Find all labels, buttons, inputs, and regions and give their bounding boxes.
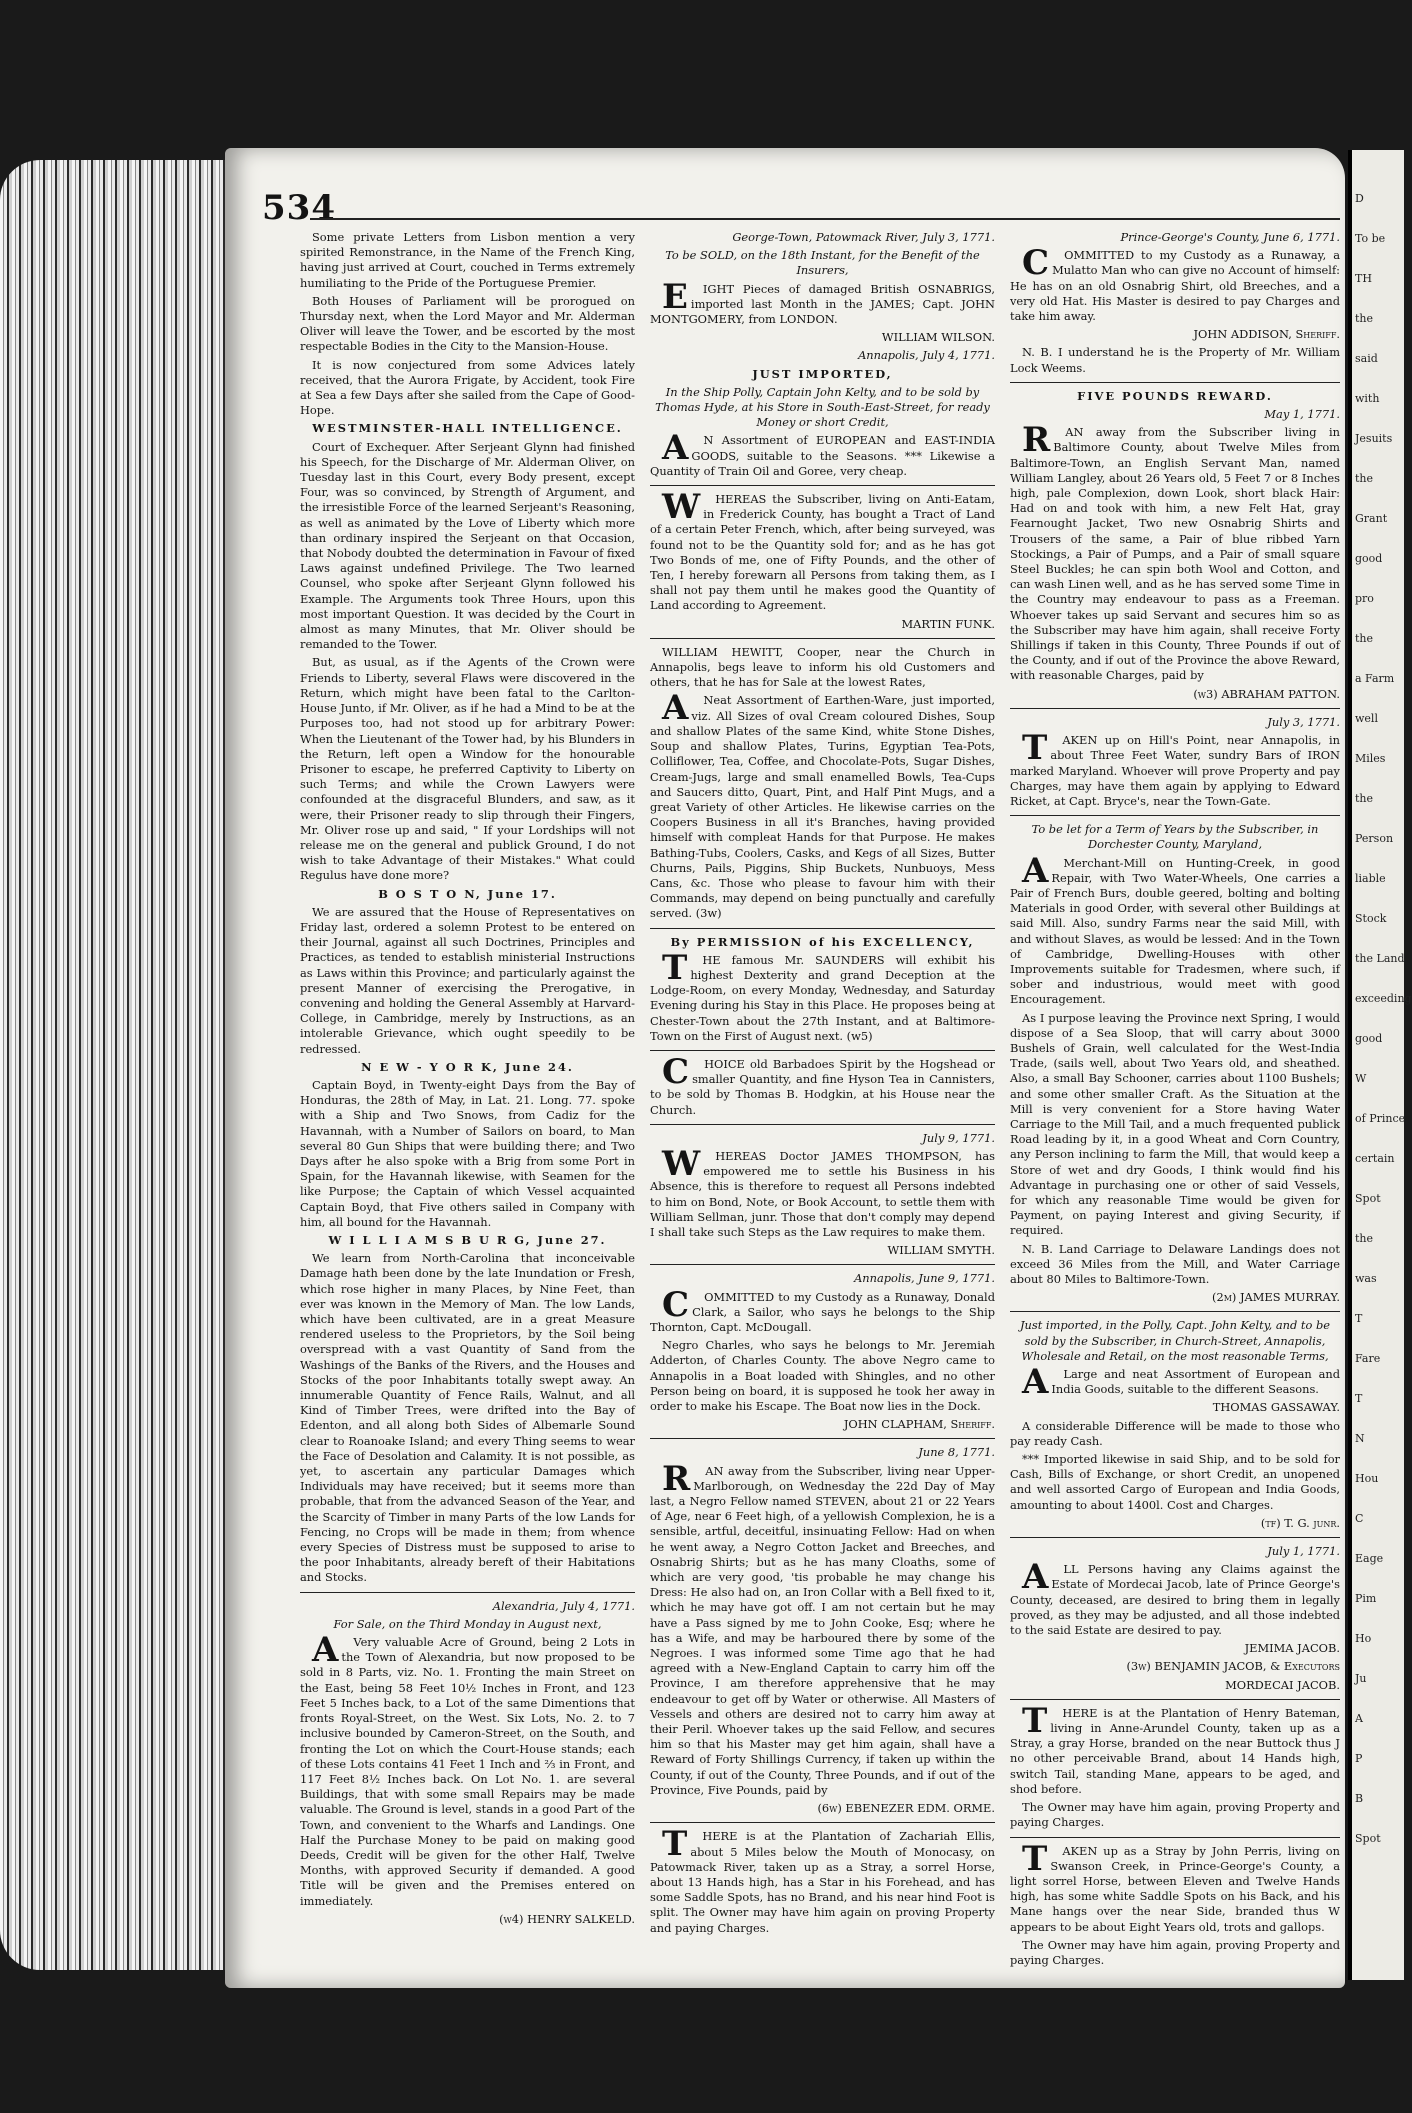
notice-text: CHOICE old Barbadoes Spirit by the Hogshead or smaller Quantity, and fine Hyson Tea in Cannisters, to be sold by Thomas B. Hodgkin, at his House near the Church. (650, 1051, 995, 1117)
divider-rule (650, 1438, 995, 1439)
divider-rule (1010, 815, 1340, 816)
paragraph: Captain Boyd, in Twenty-eight Days from the Bay of Honduras, the 28th of May, in Lat. 21. Long. 77. spoke with a Ship and Two Snows, from Cadiz for the Havannah, with a Number of Sailors on board, to Man several 80 Gun Ships that were building there; and Two Days after he also spoke with a Brig from some Port in Spain, for the Havannah likewise, with Seamen for the like Purpose; the Captain of which Vessel acquainted Captain Boyd, that Five others sailed in Company with him, all bound for the Havannah. (300, 1077, 635, 1229)
divider-rule (650, 638, 995, 639)
column-1 (300, 230, 635, 1950)
facing-page-fragment: the (1355, 472, 1374, 485)
facing-page-fragment: certain (1355, 1152, 1395, 1165)
signature: (6w) EBENEZER EDM. ORME. (817, 1801, 995, 1816)
facing-page-fragment: W (1355, 1072, 1367, 1085)
signature: JOHN ADDISON, Sheriff. (1193, 327, 1340, 342)
facing-page-fragment: of Prince (1355, 1112, 1406, 1125)
paragraph: Both Houses of Parliament will be prorogued on Thursday next, when the Lord Mayor and Mr. Alderman Oliver will leave the Tower, and be escorted by the most respectable Bodies in the City to the Mansion-House. (300, 293, 635, 354)
signature: (w3) ABRAHAM PATTON. (1193, 686, 1340, 701)
section-heading: B O S T O N, June 17. (378, 886, 557, 901)
divider-rule (1010, 708, 1340, 709)
divider-rule (650, 1124, 995, 1125)
facing-page-fragment: the Land (1355, 952, 1405, 965)
facing-page-fragment: Miles (1355, 752, 1386, 765)
notice-text: THERE is at the Plantation of Zachariah Ellis, about 5 Miles below the Mouth of Monocasy, on Patowmack River, taken up as a Stray, a sorrel Horse, about 13 Hands high, has a Star in his Forehead, and has some Saddle Spots, has no Brand, and his near hind Foot is split. The Owner may have him again on proving Property and paying Charges. (650, 1824, 995, 1935)
notice-subhead: To be SOLD, on the 18th Instant, for the Benefit of the Insurers, (665, 248, 980, 278)
notice-subhead: In the Ship Polly, Captain John Kelty, and to be sold by Thomas Hyde, at his Store in South-East-Street, for ready Money or short Credit, (655, 384, 990, 430)
signature: JEMIMA JACOB. (1244, 1641, 1340, 1656)
facing-page-fragment: Spot (1355, 1192, 1381, 1205)
notice-text: AN Assortment of EUROPEAN and EAST-INDIA GOODS, suitable to the Seasons. *** Likewise a Quantity of Train Oil and Goree, very cheap. (650, 428, 995, 478)
signature: (tf) T. G. junr. (1260, 1515, 1340, 1530)
notice-text: ALL Persons having any Claims against the Estate of Mordecai Jacob, late of Prince George's County, deceased, are desired to bring them in legally proved, as they may be adjusted, and all those indebted to the said Estate are desired to pay. (1010, 1557, 1340, 1638)
section-heading: JUST IMPORTED, (752, 366, 893, 381)
facing-page-fragment: B (1355, 1792, 1364, 1805)
facing-page-fragment: Ju (1355, 1672, 1367, 1685)
facing-page-fragment: pro (1355, 592, 1374, 605)
paragraph: As I purpose leaving the Province next Spring, I would dispose of a Sea Sloop, that will carry about 3000 Bushels of Grain, well calculated for the West-India Trade, (sails well, about Two Years old, and sheathed. Also, a small Bay Schooner, carries about 1100 Bushels; and some other smaller Craft. As the Situation at the Mill is very convenient for a Store having Water Carriage to the Mill Tail, and a much frequented publick Road leading by it, in a good Wheat and Corn Country, any Person inclining to farm the Mill, that would keep a Store of wet and dry Goods, I think would find his Advantage in purchasing one or other of said Vessels, for which any reasonable Time would be given for Payment, on paying Interest and giving Security, if required. (1010, 1010, 1340, 1238)
divider-rule (300, 1592, 635, 1593)
facing-page-fragment: well (1355, 712, 1378, 725)
section-heading: By PERMISSION of his EXCELLENCY, (670, 934, 975, 949)
facing-page-fragment: Person (1355, 832, 1394, 845)
facing-page-fragment: Hou (1355, 1472, 1379, 1485)
notice-subhead: Just imported, in the Polly, Capt. John Kelty, and to be sold by the Subscriber, in Church-Street, Annapolis, Wholesale and Retail, on the most reasonable Terms, (1019, 1318, 1330, 1363)
paragraph: Court of Exchequer. After Serjeant Glynn had finished his Speech, for the Discharge of Mr. Alderman Oliver, on Tuesday last in this Court, every Body present, except Four, was so convinced, by Strength of Argument, and the irresistible Force of the learned Serjeant's Reasoning, as well as animated by the Love of Liberty which more than ordinary inspired the Serjeant on that Occasion, that Nobody doubted the determination in Favour of fixed Laws against undefined Privilege. The Two learned Counsel, who spoke after Serjeant Glynn followed his Example. The Arguments took Three Hours, upon this most important Question. It was decided by the Court in almost as many Minutes, that Mr. Oliver should be remanded to the Tower. (300, 439, 635, 652)
facing-page-fragment: D (1355, 192, 1364, 205)
header-rule (310, 218, 1340, 220)
facing-page-fragment: good (1355, 552, 1383, 565)
notice-text: COMMITTED to my Custody as a Runaway, a Mulatto Man who can give no Account of himself: He has on an old Osnabrig Shirt, old Breeches, and a very old Hat. His Master is desired to pay Charges and take him away. (1010, 243, 1340, 324)
paragraph: N. B. I understand he is the Property of Mr. William Lock Weems. (1010, 345, 1340, 375)
facing-page-fragment: Pim (1355, 1592, 1377, 1605)
facing-page-fragment: the (1355, 1232, 1374, 1245)
page-number: 534 (262, 188, 336, 228)
notice-text: AVery valuable Acre of Ground, being 2 Lots in the Town of Alexandria, but now proposed to be sold in 8 Parts, viz. No. 1. Fronting the main Street on the East, being 58 Feet 10½ Inches in Front, and 123 Feet 5 Inches back, to a Lot of the same Dimentions that fronts Royal-Street, on the West. Six Lots, No. 2. to 7 inclusive bounded by Cameron-Street, on the South, and fronting the Lot on which the Court-House stands; each of these Lots contains 41 Feet 1 Inch and ⅔ in Front, and 117 Feet 8½ Inches back. On Lot No. 1. are several Buildings, that with some small Repairs may be made valuable. The Ground is level, stands in a good Part of the Town, and convenient to the Wharfs and Landings. One Half the Purchase Money to be paid on making good Deeds, Credit will be given for the other Half, Twelve Months, with approved Security if demanded. A good Title will be given and the Premises entered on immediately. (300, 1630, 635, 1908)
notice-text: ALarge and neat Assortment of European and India Goods, suitable to the different Seasons. (1022, 1362, 1340, 1403)
paragraph: Negro Charles, who says he belongs to Mr. Jeremiah Adderton, of Charles County. The above Negro came to Annapolis in a Boat loaded with Shingles, and no other Person being on board, it is supposed he took her away in order to make his Escape. The Boat now lies in the Dock. (650, 1338, 995, 1414)
signature: WILLIAM SMYTH. (887, 1243, 995, 1258)
divider-rule (1010, 1837, 1340, 1838)
signature: WILLIAM WILSON. (881, 330, 995, 345)
facing-page-fragment: Eage (1355, 1552, 1384, 1565)
paragraph: A considerable Difference will be made to those who pay ready Cash. (1010, 1418, 1340, 1448)
divider-rule (650, 928, 995, 929)
facing-page-fragment: was (1355, 1272, 1377, 1285)
facing-page-fragment: a Farm (1355, 672, 1395, 685)
dateline: Alexandria, July 4, 1771. (492, 1598, 635, 1613)
dateline: July 9, 1771. (922, 1130, 995, 1145)
divider-rule (1010, 1699, 1340, 1700)
divider-rule (650, 1264, 995, 1265)
dateline: May 1, 1771. (1264, 407, 1340, 422)
dateline: July 3, 1771. (1267, 714, 1340, 729)
notice-text: ANeat Assortment of Earthen-Ware, just imported, viz. All Sizes of oval Cream coloured Dishes, Soup and shallow Plates of the same Kind, white Stone Dishes, Soup and shallow Plates, Turins, Egyptian Tea-Pots, Colliflower, Tea, Coffee, and Chocolate-Pots, Sugar Dishes, Cream-Jugs, large and small enamelled Bowls, Tea-Cups and Saucers ditto, Quart, Pint, and Half Pint Mugs, and a great Variety of other Articles. He likewise carries on the Coopers Business in all it's Branches, having provided himself with compleat Hands for that Purpose. He makes Bathing-Tubs, Coolers, Casks, and Kegs of all Sizes, Butter Churns, Pails, Piggins, Ship Buckets, Nunbuoys, Mess Cans, &c. Those who please to favour him with their Commands, may depend on being punctually and carefully served. (3w) (650, 688, 995, 921)
facing-page-fragment: TH (1355, 272, 1372, 285)
signature: (3w) BENJAMIN JACOB, & Executors (1126, 1659, 1340, 1674)
notice-text: WHEREAS Doctor JAMES THOMPSON, has empowered me to settle his Business in his Absence, this is therefore to request all Persons indebted to him on Bond, Note, or Book Account, to settle them with William Sellman, junr. Those that don't comply may depend I shall take such Steps as the Law requires to make them. (650, 1143, 995, 1239)
facing-page-fragment: the (1355, 312, 1374, 325)
notice-subhead: To be let for a Term of Years by the Subscriber, in Dorchester County, Maryland, (1031, 822, 1319, 852)
notice-text: WHEREAS the Subscriber, living on Anti-Eatam, in Frederick County, has bought a Tract of Land of a certain Peter French, which, after being surveyed, was found not to be the Quantity sold for; and as he has got Two Bonds of me, one of Fifty Pounds, and the other of Ten, I hereby forewarn all Persons from taking them, as I shall not pay them until he makes good the Quantity of Land according to Agreement. (650, 487, 995, 613)
notice-text: AMerchant-Mill on Hunting-Creek, in good Repair, with Two Water-Wheels, One carries a Pair of French Burs, double geered, bolting and bolting Materials in good Order, with several other Buildings at said Mill. Also, sundry Farms near the said Mill, with and without Slaves, as would be lessed: And in the Town of Cambridge, Dwelling-Houses with other Improvements suitable for Tradesmen, where such, if sober and industrious, would meet with good Encouragement. (1010, 850, 1340, 1007)
paragraph: The Owner may have him again, proving Property and paying Charges. (1010, 1937, 1340, 1967)
notice-subhead: For Sale, on the Third Monday in August next, (333, 1616, 602, 1631)
divider-rule (650, 1050, 995, 1051)
facing-page-fragment: C (1355, 1512, 1364, 1525)
facing-page-edge (1348, 150, 1412, 1980)
facing-page-fragment: To be (1355, 232, 1386, 245)
section-heading: N E W - Y O R K, June 24. (361, 1059, 574, 1074)
paragraph: We learn from North-Carolina that inconceivable Damage hath been done by the late Inundation or Fresh, which rose higher in many Places, by Nine Feet, than ever was known in the Memory of Man. The low Lands, which have been cultivated, are in a great Measure rendered useless to the Proprietors, by the Soil being overspread with a vast Quantity of Sand from the Washings of the Banks of the Rivers, and the Houses and Stocks of the poor Inhabitants totally swept away. An innumerable Quantity of Fence Rails, Walnut, and all Kind of Timber Trees, were drifted into the Bay of Edenton, and all along both Sides of Albemarle Sound clear to Roanoake Island; and every Thing seems to wear the Face of Desolation and Calamity. It is not possible, as yet, to ascertain any particular Damages which Individuals may have received; but it seems more than probable, that from the advanced Season of the Year, and the Scarcity of Timber in many Parts of the low Lands for Fencing, no Crops will be made in them; from whence every Species of Distress must be supposed to arise to the poor Inhabitants, already bereft of their Habitations and Stocks. (300, 1251, 635, 1585)
section-heading: WESTMINSTER-HALL INTELLIGENCE. (312, 421, 623, 436)
facing-page-fragment: exceeding (1355, 992, 1412, 1005)
facing-page-fragment: Spot (1355, 1832, 1381, 1845)
section-heading: W I L L I A M S B U R G, June 27. (328, 1233, 607, 1247)
facing-page-fragment: liable (1355, 872, 1386, 885)
facing-page-fragment: T (1355, 1392, 1363, 1405)
facing-page-fragment: Stock (1355, 912, 1387, 925)
notice-text: TAKEN up on Hill's Point, near Annapolis, in about Three Feet Water, sundry Bars of IRON marked Maryland. Whoever will prove Property and pay Charges, may have them again by applying to Edward Ricket, at Capt. Bryce's, near the Town-Gate. (1010, 728, 1340, 808)
facing-page-fragment: said (1355, 352, 1378, 365)
facing-page-fragment: T (1355, 1312, 1363, 1325)
notice-text: EIGHT Pieces of damaged British OSNABRIGS, imported last Month in the JAMES; Capt. JOHN MONTGOMERY, from LONDON. (650, 276, 995, 327)
dateline: George-Town, Patowmack River, July 3, 1771. (732, 230, 995, 244)
section-heading: FIVE POUNDS REWARD. (1077, 388, 1273, 403)
facing-page-fragment: with (1355, 392, 1380, 405)
dateline: July 1, 1771. (1267, 1544, 1340, 1559)
notice-text: RAN away from the Subscriber living in Baltimore County, about Twelve Miles from Baltimore-Town, an English Servant Man, named William Langley, about 26 Years old, 5 Feet 7 or 8 Inches high, pale Complexion, down Look, short black Hair: Had on and took with him, a new Felt Hat, gray Fearnought Jacket, Two new Osnabrig Shirts and Trousers of the same, a Pair of blue ribbed Yarn Stockings, a Pair of Pumps, and a Pair of small square Steel Buckles; he can spin both Wool and Cotton, and can wash Linen well, and as he has served some Time in the Country may endeavour to pass as a Freeman. Whoever takes up said Servant and secures him so as the Subscriber may have him again, shall receive Forty Shillings if taken in this County, Three Pounds if out of the County, and if out of the Province the above Reward, with reasonable Charges, paid by (1010, 420, 1340, 683)
signature: (2m) JAMES MURRAY. (1212, 1290, 1340, 1305)
facing-page-fragment: Jesuits (1355, 432, 1393, 445)
facing-page-fragment: A (1355, 1712, 1363, 1725)
paragraph: Some private Letters from Lisbon mention a very spirited Remonstrance, in the Name of the French King, having just arrived at Court, couched in Terms extremely humiliating to the Pride of the Portuguese Premier. (300, 230, 635, 290)
dateline: Annapolis, July 4, 1771. (858, 348, 995, 363)
dateline: June 8, 1771. (918, 1445, 995, 1460)
paragraph: N. B. Land Carriage to Delaware Landings does not exceed 36 Miles from the Mill, and Water Carriage about 80 Miles to Baltimore-Town. (1010, 1241, 1340, 1286)
facing-page-fragment: Fare (1355, 1352, 1381, 1365)
facing-page-fragment: P (1355, 1752, 1363, 1765)
facing-page-fragment: good (1355, 1032, 1383, 1045)
notice-text: THERE is at the Plantation of Henry Bateman, living in Anne-Arundel County, taken up as a Stray, a gray Horse, branded on the near Buttock thus J no other perceivable Brand, about 14 Hands high, switch Tail, standing Mane, appears to be aged, and shod before. (1010, 1700, 1340, 1796)
paragraph: The Owner may have him again, proving Property and paying Charges. (1010, 1800, 1340, 1830)
divider-rule (650, 485, 995, 486)
book-binding (0, 160, 235, 1970)
facing-page-fragment: Grant (1355, 512, 1388, 525)
notice-text: THE famous Mr. SAUNDERS will exhibit his highest Dexterity and grand Deception at the Lodge-Room, on every Monday, Wednesday, and Saturday Evening during his Stay in this Place. He proposes being at Chester-Town about the 27th Instant, and at Baltimore-Town on the First of August next. (w5) (650, 947, 995, 1043)
paragraph: We are assured that the House of Representatives on Friday last, ordered a solemn Protest to be entered on their Journal, against all such Doctrines, Principles and Practices, as tended to establish ministerial Instructions as Laws within this Province; and particularly against the present Manner of exercising the Prerogative, in convening and holding the General Assembly at Harvard-College, in Cambridge, merely by Instructions, as an intolerable Grievance, which ought speedily to be redressed. (300, 904, 635, 1056)
dateline: Prince-George's County, June 6, 1771. (1120, 230, 1340, 244)
signature: THOMAS GASSAWAY. (1212, 1400, 1340, 1415)
facing-page-fragment: the (1355, 632, 1374, 645)
facing-page-fragment: the (1355, 792, 1374, 805)
signature: MARTIN FUNK. (901, 616, 995, 631)
facing-page-fragment: Ho (1355, 1632, 1372, 1645)
divider-rule (1010, 1537, 1340, 1538)
paragraph: But, as usual, as if the Agents of the Crown were Friends to Liberty, several Flaws were discovered in the Return, which might have been fatal to the Carlton-House Junto, if Mr. Oliver, as if he had a Mind to be at the Purposes too, had not stood up for arbitrary Power: When the Lieutenant of the Tower had, by his Blunders in the Return, left open a Window for the honourable Prisoner to escape, he preferred Captivity to Liberty on such Terms; and while the Crown Lawyers were confounded at the disgraceful Blunders, and saw, as it were, their Prisoner ready to slip through their Fingers, Mr. Oliver rose up and said, " If your Lordships will not release me on the general and publick Ground, I do not wish to take Advantage of their Mistakes." What could Regulus have done more? (300, 655, 635, 883)
signature: (w4) HENRY SALKELD. (499, 1911, 635, 1926)
paragraph: WILLIAM HEWITT, Cooper, near the Church in Annapolis, begs leave to inform his old Customers and others, that he has for Sale at the lowest Rates, (650, 644, 995, 690)
notice-text: TAKEN up as a Stray by John Perris, living on Swanson Creek, in Prince-George's County, a light sorrel Horse, between Eleven and Twelve Hands high, has some white Saddle Spots on his Back, and his Mane hangs over the near Side, branded thus W appears to be about Eight Years old, trots and gallops. (1010, 1838, 1340, 1934)
notice-text: RAN away from the Subscriber, living near Upper-Marlborough, on Wednesday the 22d Day of May last, a Negro Fellow named STEVEN, about 21 or 22 Years of Age, near 6 Feet high, of a yellowish Complexion, he is a sensible, artful, deceitful, insinuating Fellow: Had on when he went away, a Negro Cotton Jacket and Breeches, and Osnabrig Shirts; but as he has many Cloaths, some of which are very good, 'tis probable he may change his Dress: He also had on, an Iron Collar with a Bell fixed to it, which he may have got off. I am not certain but he may have a Pass signed by me to John Cooke, Esq; where he has a Wife, and may be harboured there by some of the Negroes. I was informed some Time ago that he had agreed with a New-England Captain to carry him off the Province, I am therefore apprehensive that he may endeavour to get off by Water or otherwise. All Masters of Vessels and others are desired not to carry him away at their Peril. Whoever takes up the said Fellow, and secures him so that his Master may get him again, shall have a Reward of Forty Shillings Currency, if taken up within the County, if out of the County, Three Pounds, and if out of the Province, Five Pounds, paid by (650, 1458, 995, 1797)
divider-rule (1010, 382, 1340, 383)
divider-rule (650, 1822, 995, 1823)
signature: JOHN CLAPHAM, Sheriff. (843, 1417, 995, 1432)
column-2 (650, 230, 995, 1950)
paragraph: *** Imported likewise in said Ship, and to be sold for Cash, Bills of Exchange, or short Credit, an unopened and well assorted Cargo of European and India Goods, amounting to about 1400l. Cost and Charges. (1010, 1452, 1340, 1512)
column-3 (1010, 230, 1340, 1967)
paragraph: It is now conjectured from some Advices lately received, that the Aurora Frigate, by Accident, took Fire at Sea a few Days after she sailed from the Cape of Good-Hope. (300, 357, 635, 418)
dateline: Annapolis, June 9, 1771. (854, 1271, 995, 1286)
notice-text: COMMITTED to my Custody as a Runaway, Donald Clark, a Sailor, who says he belongs to the Ship Thornton, Capt. McDougall. (650, 1284, 995, 1334)
divider-rule (1010, 1311, 1340, 1312)
facing-page-fragment: N (1355, 1432, 1365, 1445)
signature: MORDECAI JACOB. (1225, 1677, 1340, 1692)
